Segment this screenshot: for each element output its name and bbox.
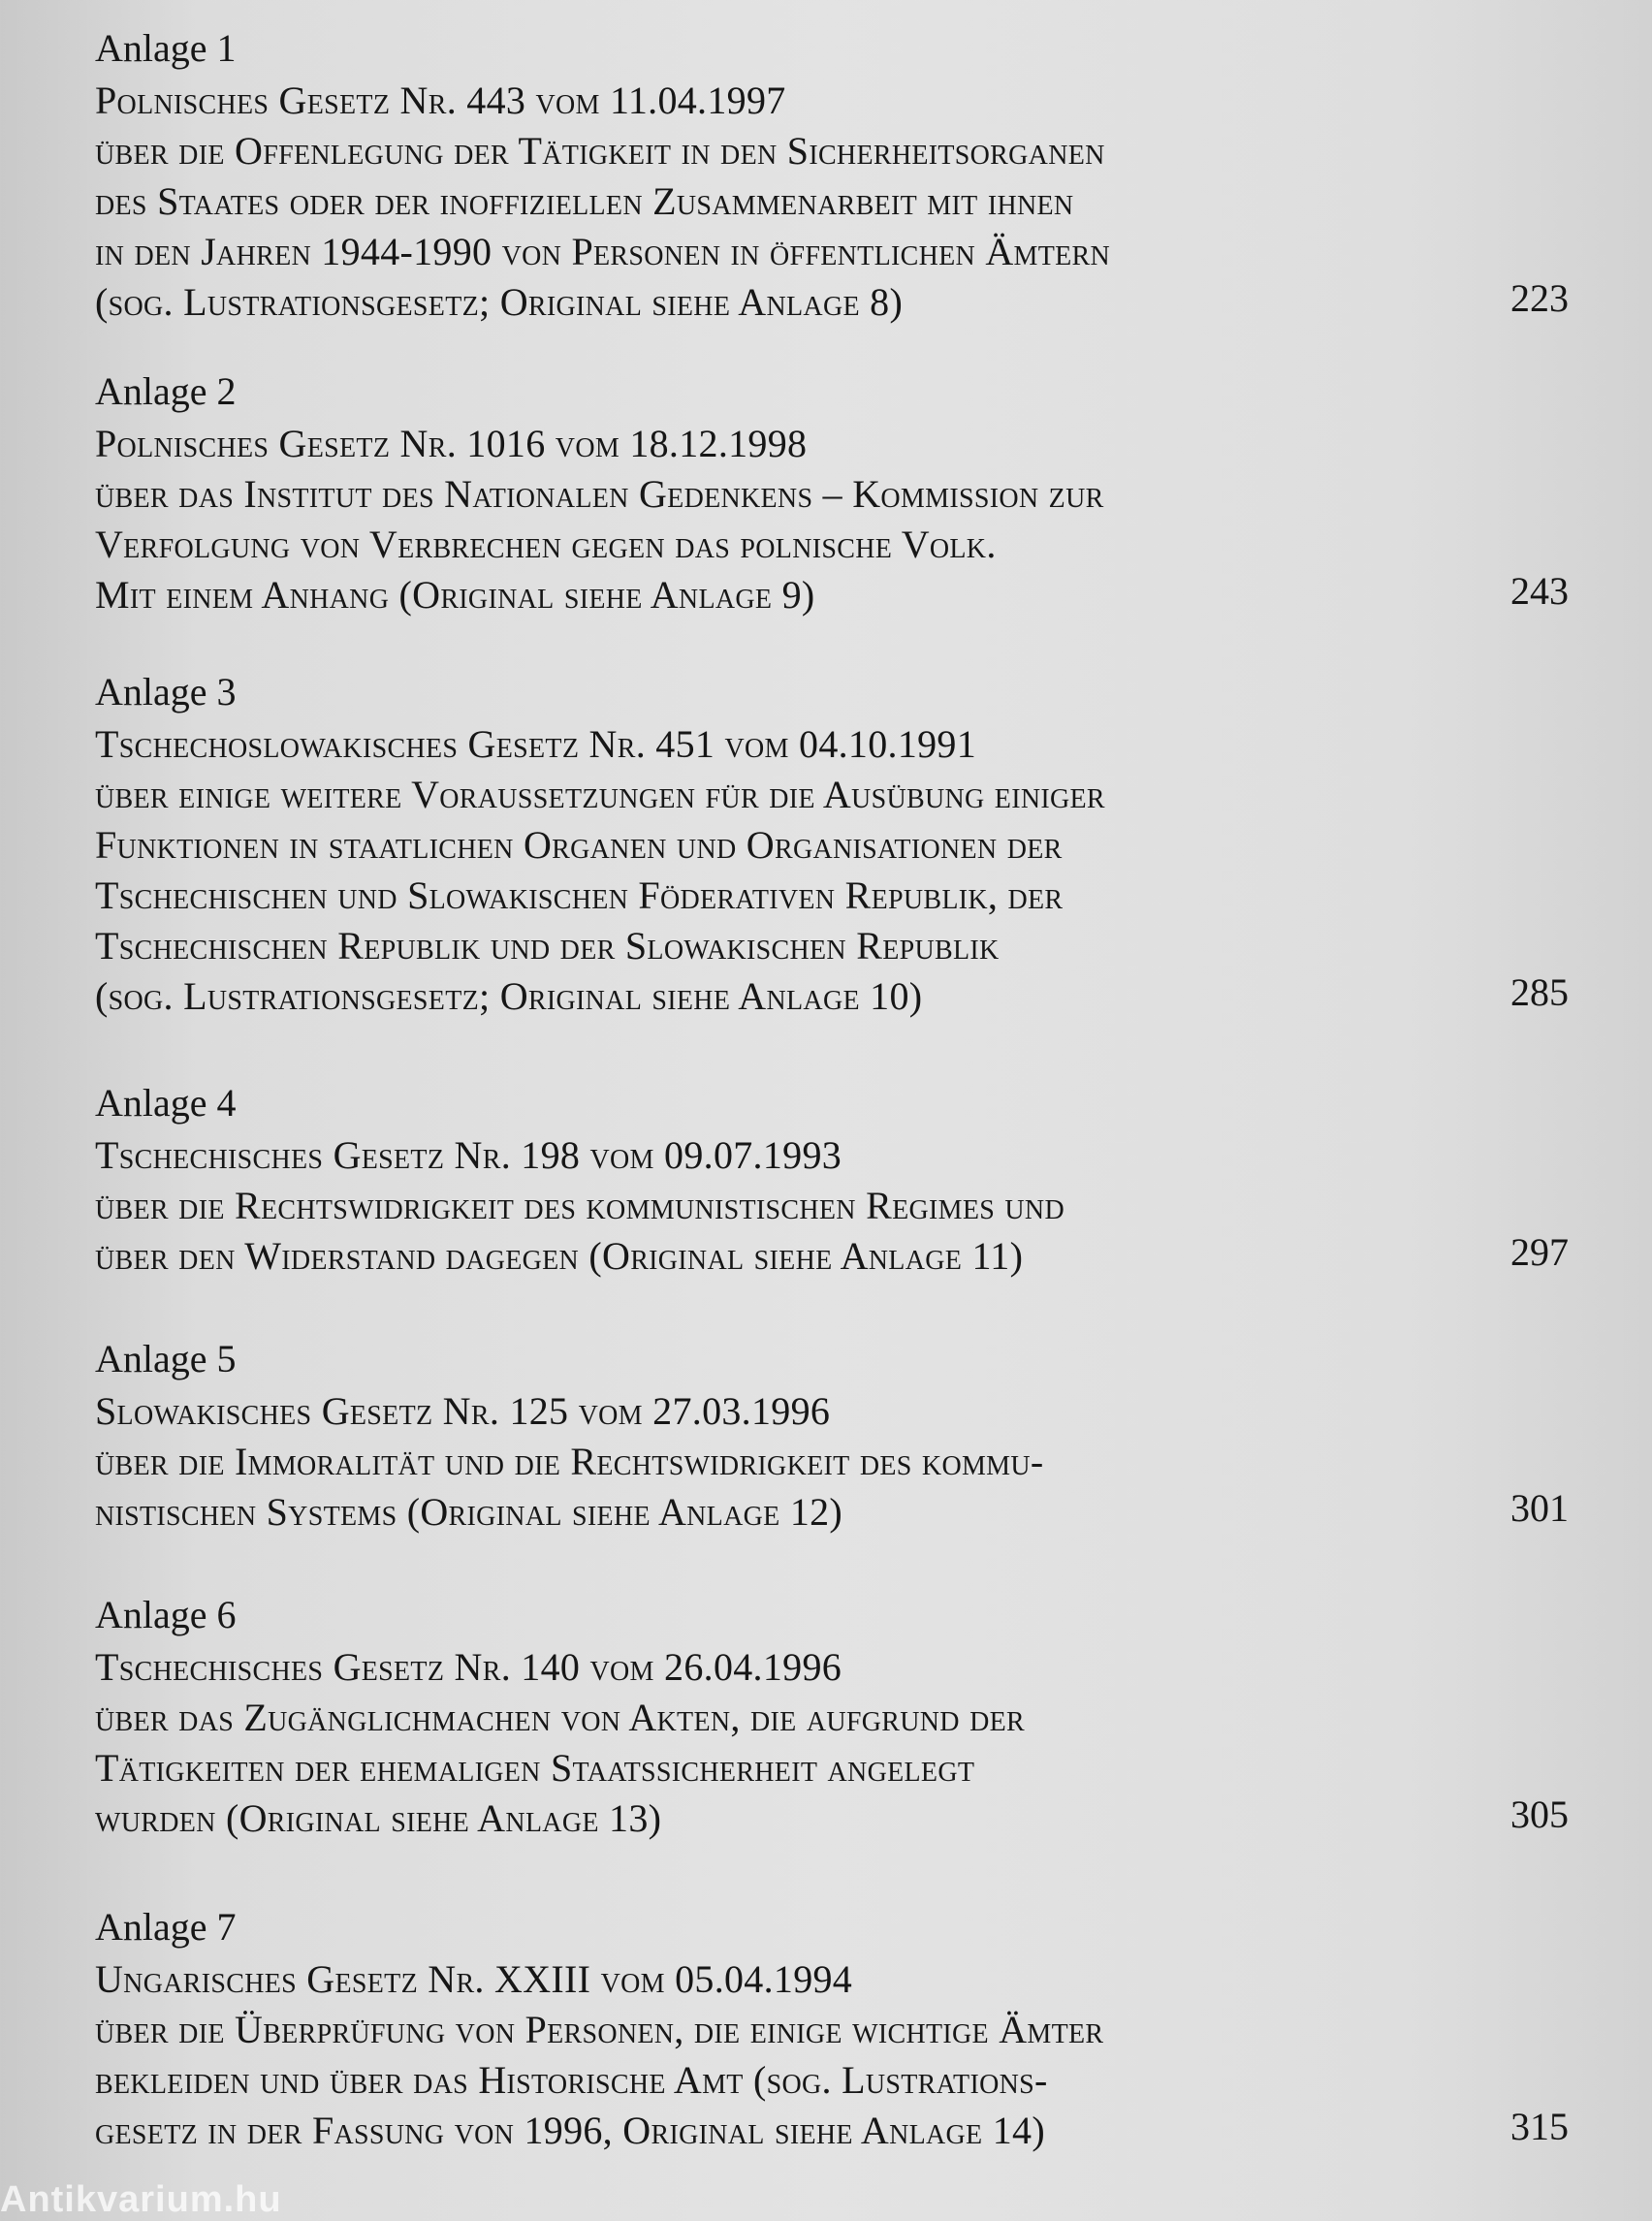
entry-heading: Anlage 3 (95, 670, 237, 714)
entry-title-line: nistischen Systems (Original siehe Anlage 12) (95, 1490, 843, 1534)
entry-title-line: Polnisches Gesetz Nr. 1016 vom 18.12.1998 (95, 422, 808, 465)
page-number: 301 (1510, 1486, 1569, 1530)
entry-title-line: über das Zugänglichmachen von Akten, die aufgrund der (95, 1696, 1025, 1739)
entry-title-line: über die Überprüfung von Personen, die einige wichtige Ämter (95, 2008, 1104, 2051)
toc-entry-anlage-5 (95, 1338, 1569, 1538)
page-number: 297 (1510, 1230, 1569, 1274)
entry-title-line: Tschechisches Gesetz Nr. 140 vom 26.04.1996 (95, 1645, 842, 1689)
entry-title-line: des Staates oder der inoffiziellen Zusammenarbeit mit ihnen (95, 179, 1074, 223)
entry-title-line: über das Institut des Nationalen Gedenkens – Kommission zur (95, 472, 1104, 516)
entry-title-line: Verfolgung von Verbrechen gegen das polnische Volk. (95, 523, 997, 566)
toc-entry-anlage-2 (95, 370, 1569, 620)
entry-title-line: Polnisches Gesetz Nr. 443 vom 11.04.1997 (95, 79, 786, 122)
entry-title-line: Funktionen in staatlichen Organen und Organisationen der (95, 823, 1063, 867)
page-number: 223 (1510, 276, 1569, 320)
entry-title-line: Slowakisches Gesetz Nr. 125 vom 27.03.1996 (95, 1389, 831, 1433)
entry-title-line: gesetz in der Fassung von 1996, Original siehe Anlage 14) (95, 2109, 1045, 2152)
page-number: 243 (1510, 569, 1569, 613)
entry-title-line: (sog. Lustrationsgesetz; Original siehe Anlage 8) (95, 280, 904, 324)
entry-heading: Anlage 2 (95, 369, 237, 413)
entry-title-line: Tschechischen Republik und der Slowakischen Republik (95, 924, 1000, 968)
toc-entry-anlage-3 (95, 671, 1569, 1022)
entry-title-line: bekleiden und über das Historische Amt (sog. Lustrations- (95, 2058, 1048, 2102)
entry-title-line: Tschechischen und Slowakischen Föderativen Republik, der (95, 873, 1064, 917)
entry-title-line: Ungarisches Gesetz Nr. XXIII vom 05.04.1994 (95, 1957, 853, 2001)
toc-entry-anlage-4 (95, 1082, 1569, 1282)
entry-heading: Anlage 5 (95, 1337, 237, 1380)
page-number: 315 (1510, 2105, 1569, 2148)
watermark-text: Antikvarium.hu (0, 2179, 282, 2220)
entry-title-line: in den Jahren 1944-1990 von Personen in öffentlichen Ämtern (95, 230, 1111, 273)
entry-title-line: Mit einem Anhang (Original siehe Anlage 9) (95, 573, 815, 617)
toc-entry-anlage-7 (95, 1906, 1569, 2156)
toc-entry-anlage-1 (95, 27, 1569, 328)
entry-heading: Anlage 7 (95, 1905, 237, 1949)
entry-title-line: Tschechoslowakisches Gesetz Nr. 451 vom 04.10.1991 (95, 722, 977, 766)
entry-title-line: über die Rechtswidrigkeit des kommunistischen Regimes und (95, 1184, 1064, 1227)
entry-heading: Anlage 1 (95, 26, 237, 70)
entry-heading: Anlage 6 (95, 1593, 237, 1636)
entry-title-line: über einige weitere Voraussetzungen für die Ausübung einiger (95, 773, 1105, 816)
entry-title-line: Tätigkeiten der ehemaligen Staatssicherheit angelegt (95, 1746, 975, 1790)
entry-heading: Anlage 4 (95, 1081, 237, 1125)
toc-entry-anlage-6 (95, 1594, 1569, 1844)
entry-title-line: über den Widerstand dagegen (Original siehe Anlage 11) (95, 1234, 1024, 1278)
page-number: 285 (1510, 970, 1569, 1014)
entry-title-line: über die Offenlegung der Tätigkeit in den Sicherheitsorganen (95, 129, 1105, 173)
entry-title-line: (sog. Lustrationsgesetz; Original siehe Anlage 10) (95, 974, 923, 1018)
entry-title-line: Tschechisches Gesetz Nr. 198 vom 09.07.1993 (95, 1133, 842, 1177)
entry-title-line: wurden (Original siehe Anlage 13) (95, 1796, 662, 1840)
page-number: 305 (1510, 1793, 1569, 1836)
entry-title-line: über die Immoralität und die Rechtswidrigkeit des kommu- (95, 1440, 1044, 1483)
